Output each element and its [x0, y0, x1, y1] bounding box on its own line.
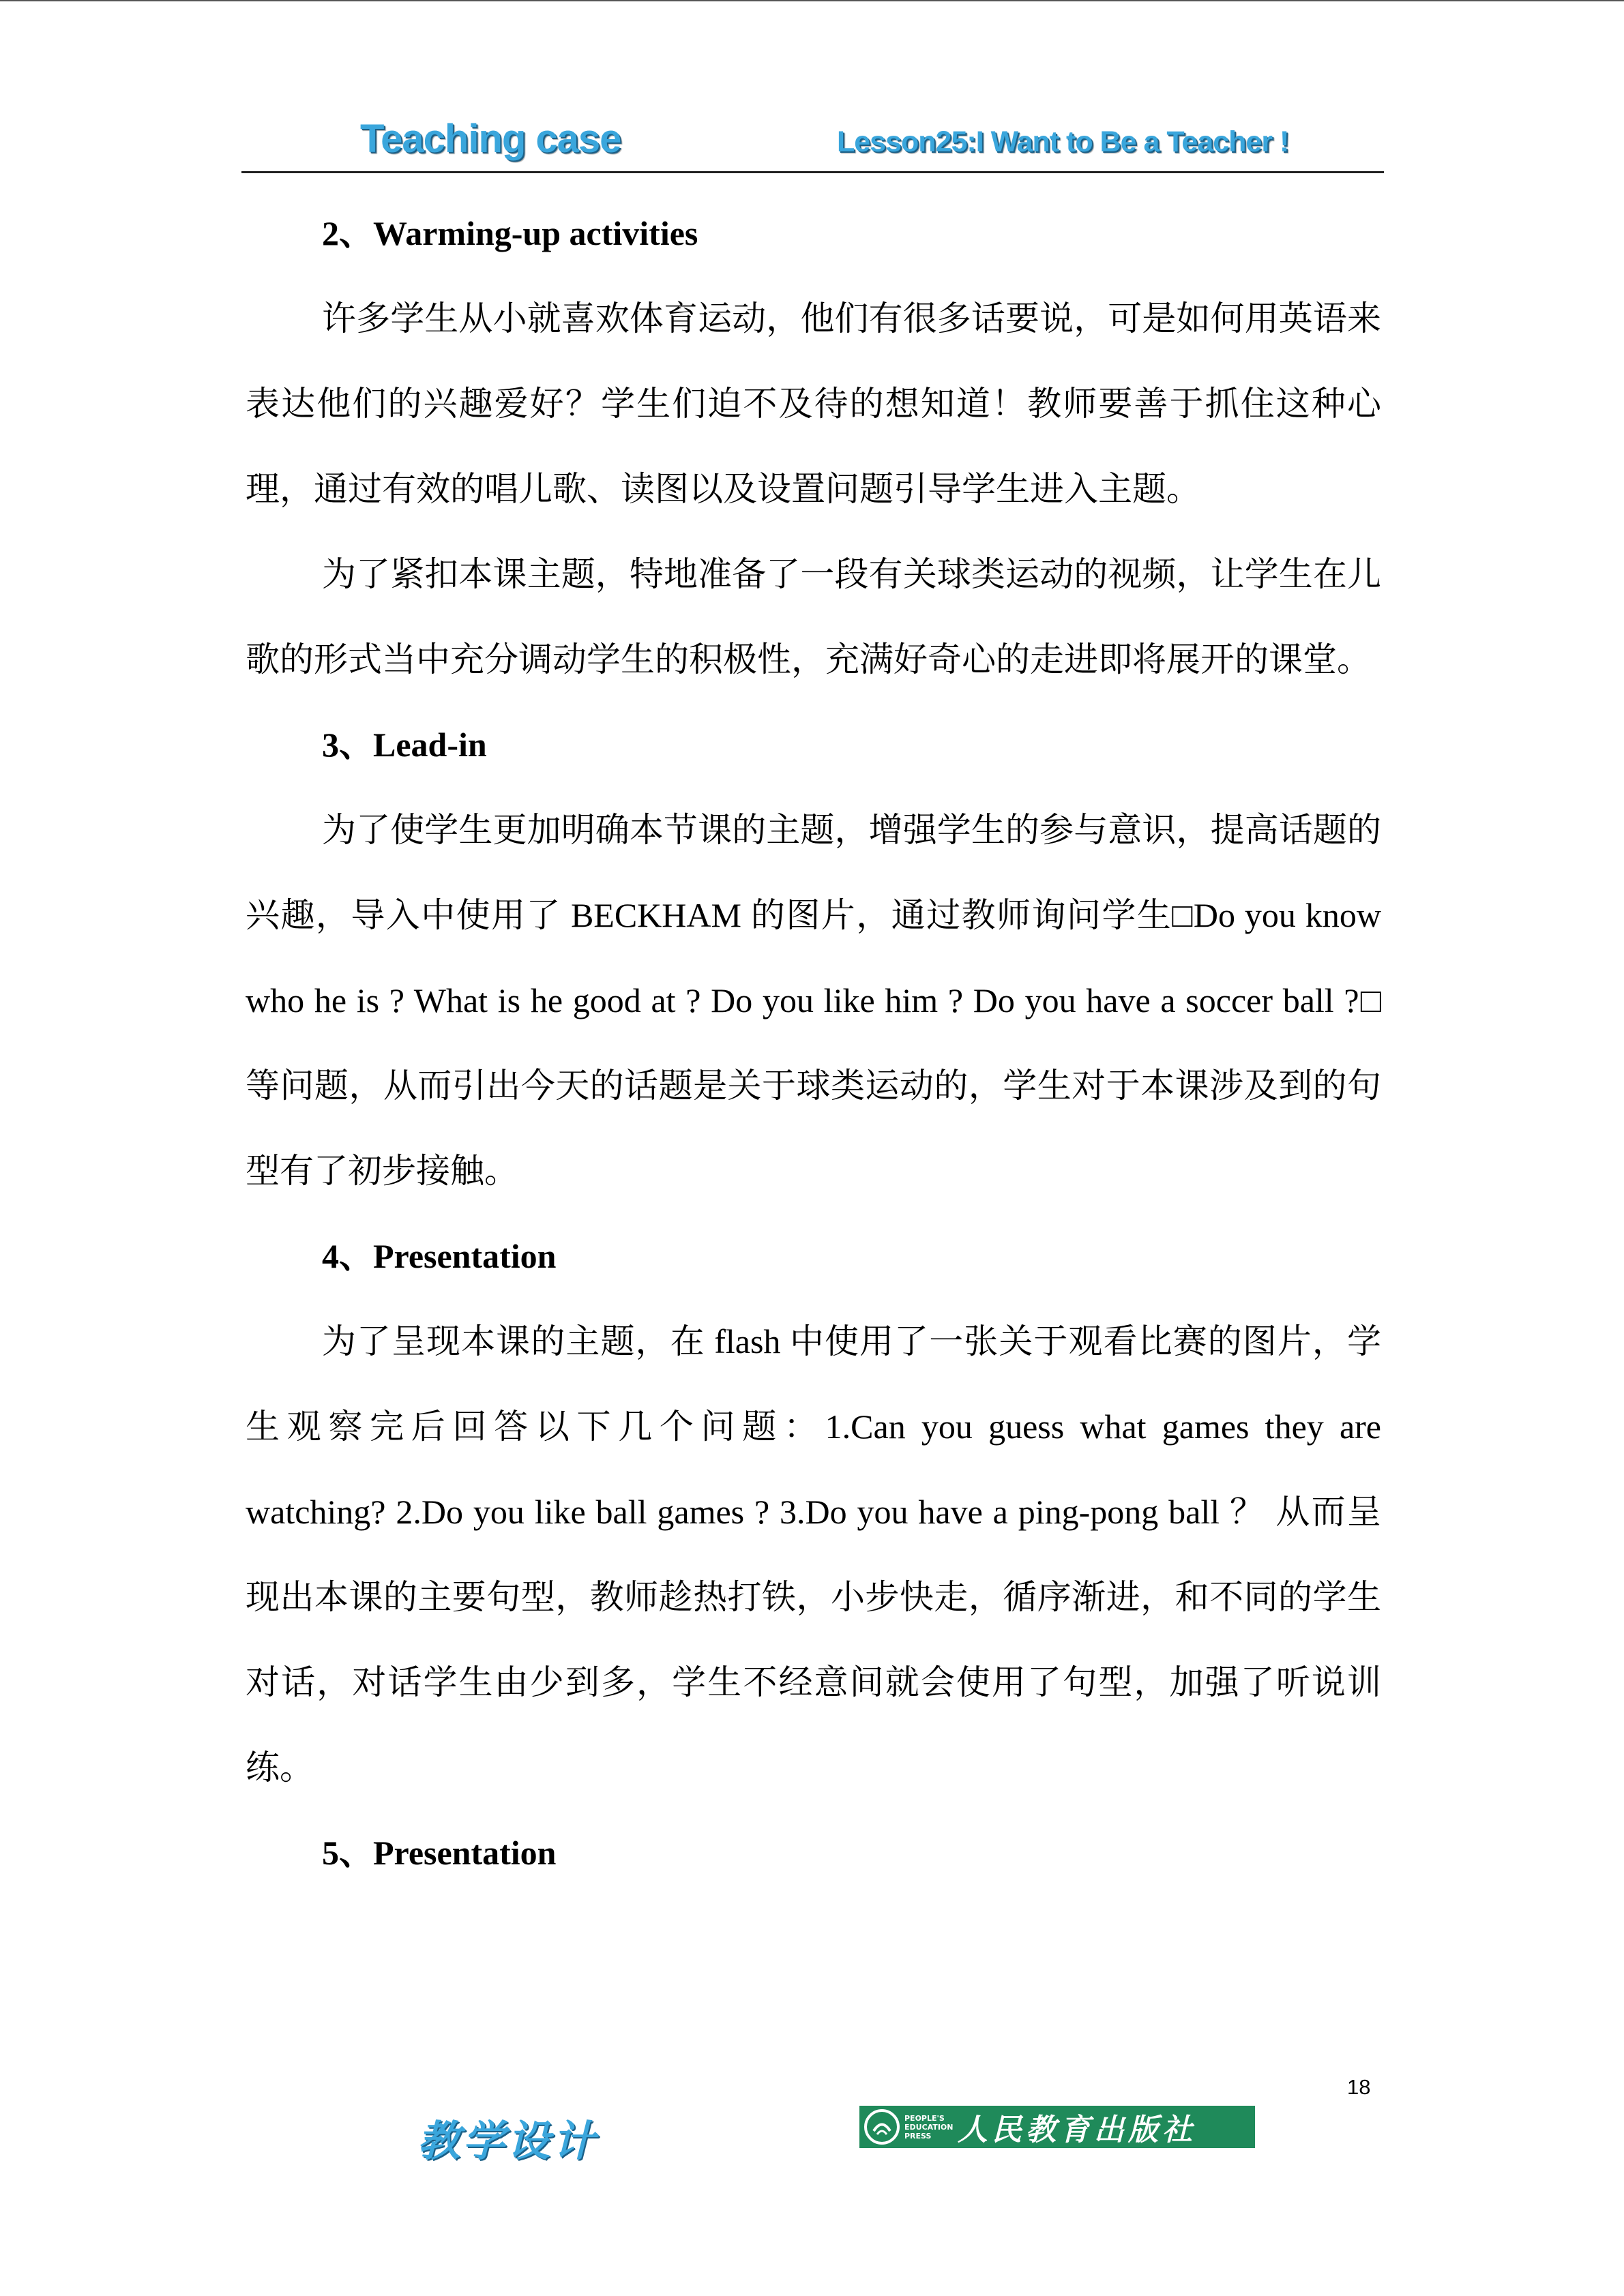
pep-publisher-logo: [859, 2106, 1255, 2148]
section-heading-lead-in: 3、Lead-in: [322, 726, 487, 764]
paragraph: 为了使学生更加明确本节课的主题，增强学生的参与意识，提高话题的兴趣，导入中使用了 BECKHAM 的图片，通过教师询问学生□Do you know who he is ? What is he good at ? Do you like him ? Do you have a soccer ball ?□等问题，从而引出今天的话题是关于球类运动的，学生对于本课涉及到的句型有了初步接触。: [246, 811, 1381, 1190]
page-number: 18: [1347, 2075, 1371, 2099]
paragraph: 为了紧扣本课主题，特地准备了一段有关球类运动的视频，让学生在儿歌的形式当中充分调动学生的积极性，充满好奇心的走进即将展开的课堂。: [246, 555, 1381, 679]
paragraph: 许多学生从小就喜欢体育运动，他们有很多话要说，可是如何用英语来表达他们的兴趣爱好？学生们迫不及待的想知道！教师要善于抓住这种心理，通过有效的唱儿歌、读图以及设置问题引导学生进入主题。: [246, 299, 1381, 508]
header-title-right: Lesson25:I Want to Be a Teacher !: [837, 125, 1289, 158]
header-title-left: Teaching case: [360, 117, 621, 161]
section-heading-presentation: 4、Presentation: [322, 1237, 557, 1275]
document-body: [246, 191, 1381, 1896]
section-heading-warming-up: 2、Warming-up activities: [322, 214, 698, 252]
teaching-design-logo: 教学设计: [417, 2116, 598, 2166]
page-top-border: [0, 0, 1624, 1]
section-heading-presentation-2: 5、Presentation: [322, 1834, 557, 1872]
header-divider: [241, 171, 1384, 173]
pep-emblem-icon: [863, 2108, 900, 2145]
paragraph: 为了呈现本课的主题，在 flash 中使用了一张关于观看比赛的图片，学生观察完后回答以下几个问题：1.Can you guess what games they are watching? 2.Do you like ball games ? 3.Do you have a ping-pong ball ？ 从而呈现出本课的主要句型，教师趁热打铁，小步快走，循序渐进，和不同的学生对话，对话学生由少到多，学生不经意间就会使用了句型，加强了听说训练。: [246, 1322, 1381, 1787]
pep-english-name: PEOPLE'S EDUCATION PRESS: [904, 2113, 954, 2141]
pep-chinese-name: 人民教育出版社: [958, 2113, 1196, 2147]
